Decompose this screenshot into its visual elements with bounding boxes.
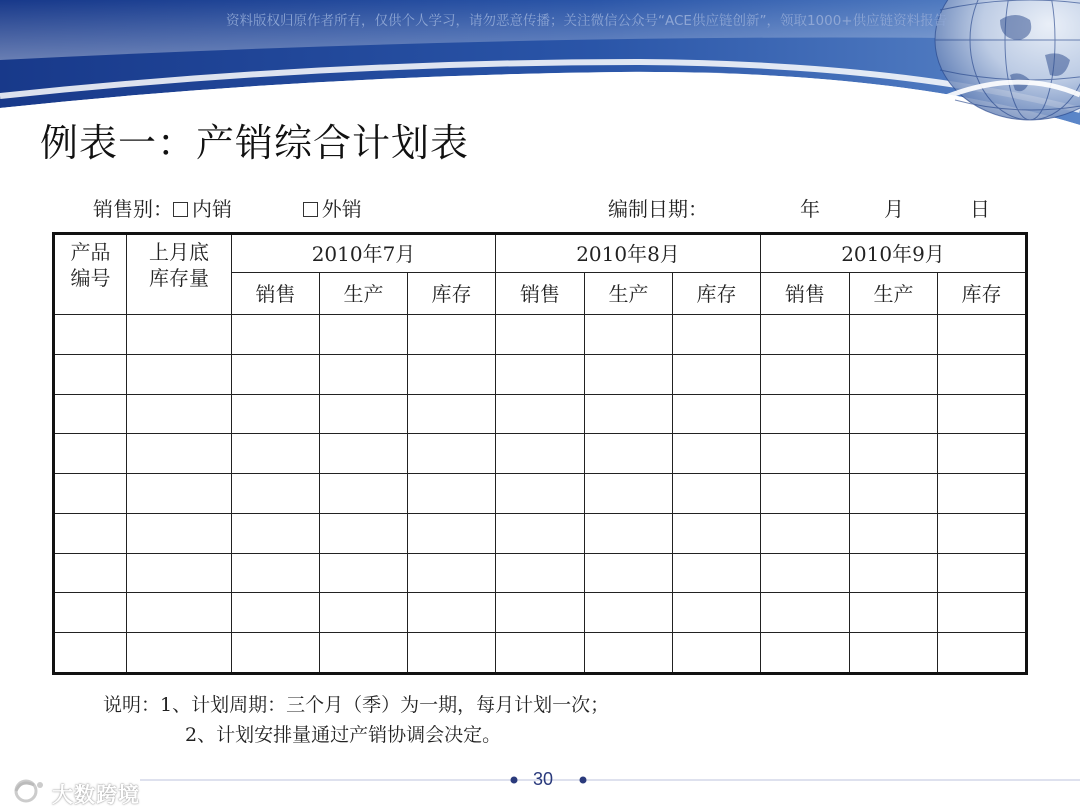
table-cell	[320, 315, 408, 355]
table-cell	[232, 633, 320, 673]
table-cell	[127, 434, 232, 474]
year-label: 年	[800, 197, 820, 221]
day-label: 日	[970, 197, 990, 221]
table-cell	[408, 354, 496, 394]
table-cell	[496, 354, 585, 394]
table-cell	[585, 434, 673, 474]
table-cell	[938, 434, 1026, 474]
table-cell	[850, 513, 938, 553]
table-cell	[761, 474, 850, 514]
table-cell	[127, 394, 232, 434]
table-row	[55, 434, 1026, 474]
table-cell	[496, 633, 585, 673]
table-cell	[673, 315, 761, 355]
table-cell	[496, 434, 585, 474]
month-label: 月	[884, 197, 904, 221]
table-cell	[496, 394, 585, 434]
subheader-production: 生产	[850, 273, 938, 315]
table-cell	[585, 474, 673, 514]
table-cell	[496, 474, 585, 514]
table-cell	[320, 593, 408, 633]
table-row	[55, 593, 1026, 633]
table-cell	[232, 593, 320, 633]
table-cell	[320, 553, 408, 593]
table-cell	[55, 513, 127, 553]
table-cell	[55, 633, 127, 673]
table-cell	[55, 315, 127, 355]
table-cell	[127, 474, 232, 514]
table-cell	[408, 553, 496, 593]
header-month-3: 2010年9月	[761, 235, 1026, 273]
table-cell	[850, 553, 938, 593]
brand-name: 大数跨境	[52, 783, 140, 807]
table-cell	[496, 553, 585, 593]
table-cell	[761, 354, 850, 394]
table-row	[55, 474, 1026, 514]
table-cell	[55, 434, 127, 474]
table-cell	[938, 474, 1026, 514]
table-cell	[320, 354, 408, 394]
table-cell	[55, 394, 127, 434]
table-body	[55, 315, 1026, 673]
export-checkbox	[303, 202, 318, 217]
table-row	[55, 354, 1026, 394]
header-product-code: 产品 编号	[55, 235, 127, 315]
table-cell	[761, 633, 850, 673]
table-cell	[585, 315, 673, 355]
subheader-stock: 库存	[938, 273, 1026, 315]
subheader-stock: 库存	[673, 273, 761, 315]
table-cell	[232, 434, 320, 474]
table-cell	[761, 513, 850, 553]
table-cell	[496, 513, 585, 553]
table-cell	[850, 394, 938, 434]
export-label: 外销	[321, 197, 362, 221]
table-row	[55, 633, 1026, 673]
table-row	[55, 553, 1026, 593]
table-row	[55, 394, 1026, 434]
table-cell	[55, 474, 127, 514]
table-cell	[938, 553, 1026, 593]
table-cell	[761, 394, 850, 434]
table-cell	[938, 513, 1026, 553]
table-cell	[320, 474, 408, 514]
table-cell	[673, 354, 761, 394]
table-cell	[673, 394, 761, 434]
table-cell	[232, 315, 320, 355]
table-cell	[408, 434, 496, 474]
table-cell	[408, 513, 496, 553]
production-sales-plan-table	[54, 234, 1026, 673]
table-cell	[585, 513, 673, 553]
header-month-2: 2010年8月	[496, 235, 761, 273]
table-cell	[850, 354, 938, 394]
table-cell	[127, 354, 232, 394]
table-cell	[127, 513, 232, 553]
table-cell	[938, 633, 1026, 673]
table-cell	[127, 633, 232, 673]
table-cell	[585, 354, 673, 394]
watermark-text: 资料版权归原作者所有，仅供个人学习，请勿恶意传播；关注微信公众号“ACE供应链创新”，领取1000+供应链资料报告	[226, 13, 948, 29]
table-cell	[408, 474, 496, 514]
note-line-2: 2、计划安排量通过产销协调会决定。	[185, 724, 502, 746]
table-cell	[232, 394, 320, 434]
table-cell	[673, 474, 761, 514]
table-cell	[55, 553, 127, 593]
table-cell	[496, 593, 585, 633]
header-month-1: 2010年7月	[232, 235, 496, 273]
table-cell	[55, 354, 127, 394]
table-row	[55, 513, 1026, 553]
subheader-stock: 库存	[408, 273, 496, 315]
table-cell	[938, 354, 1026, 394]
table-cell	[127, 593, 232, 633]
note-line-1: 说明：1、计划周期：三个月（季）为一期，每月计划一次；	[103, 694, 610, 716]
table-cell	[127, 553, 232, 593]
table-cell	[850, 633, 938, 673]
header-last-month-stock: 上月底 库存量	[127, 235, 232, 315]
table-cell	[127, 315, 232, 355]
table-cell	[850, 315, 938, 355]
table-cell	[761, 315, 850, 355]
table-cell	[585, 394, 673, 434]
table-cell	[585, 553, 673, 593]
notes	[103, 690, 609, 750]
table-cell	[408, 394, 496, 434]
table-cell	[408, 315, 496, 355]
table-cell	[938, 315, 1026, 355]
table-cell	[761, 553, 850, 593]
table-cell	[938, 394, 1026, 434]
table-cell	[673, 513, 761, 553]
table-cell	[320, 513, 408, 553]
table-cell	[232, 513, 320, 553]
table-cell	[320, 394, 408, 434]
page-title: 例表一：产销综合计划表	[40, 121, 470, 165]
table-cell	[585, 593, 673, 633]
table-cell	[673, 593, 761, 633]
subheader-sales: 销售	[496, 273, 585, 315]
table-cell	[585, 633, 673, 673]
table-row	[55, 315, 1026, 355]
subheader-sales: 销售	[761, 273, 850, 315]
subheader-production: 生产	[320, 273, 408, 315]
table-cell	[320, 633, 408, 673]
table-cell	[938, 593, 1026, 633]
table-cell	[408, 633, 496, 673]
table-cell	[232, 553, 320, 593]
table-cell	[850, 434, 938, 474]
table-cell	[673, 633, 761, 673]
subheader-sales: 销售	[232, 273, 320, 315]
table-cell	[232, 354, 320, 394]
table-cell	[850, 474, 938, 514]
table-cell	[232, 474, 320, 514]
sales-type-row	[93, 193, 362, 222]
date-row	[608, 193, 708, 222]
table-cell	[761, 593, 850, 633]
table-cell	[320, 434, 408, 474]
table-cell	[761, 434, 850, 474]
table-cell	[496, 315, 585, 355]
table-cell	[673, 553, 761, 593]
table-cell	[673, 434, 761, 474]
page-number: 30	[532, 769, 554, 789]
domestic-checkbox	[173, 202, 188, 217]
domestic-label: 内销	[192, 197, 232, 221]
subheader-production: 生产	[585, 273, 673, 315]
date-label: 编制日期：	[608, 197, 708, 221]
sales-type-label: 销售别：	[93, 197, 173, 221]
table-cell	[850, 593, 938, 633]
table-cell	[55, 593, 127, 633]
table-cell	[408, 593, 496, 633]
